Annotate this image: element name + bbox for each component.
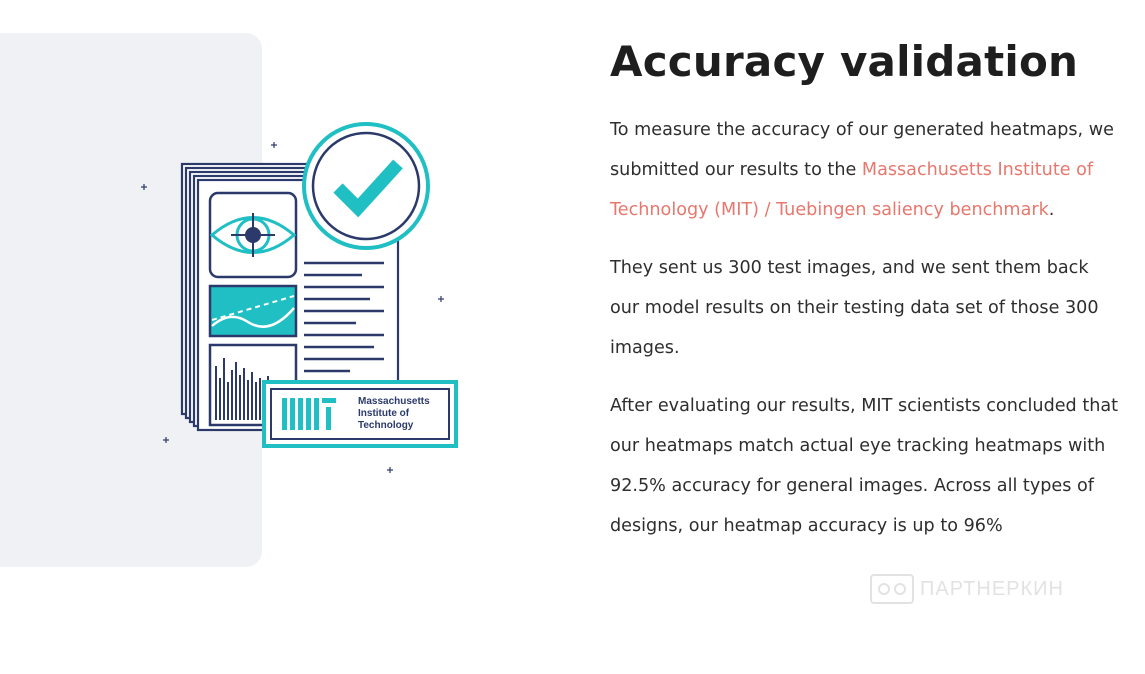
- section-title: Accuracy validation: [610, 37, 1079, 86]
- mit-badge-line-1: Massachusetts: [358, 396, 430, 407]
- mit-badge-line-3: Technology: [358, 420, 414, 431]
- intro-text: To measure the accuracy of our generated heatmaps, we submitted our results to the: [610, 120, 1114, 180]
- paragraph-intro: [610, 110, 1122, 230]
- watermark-text: ПАРТНЕРКИН: [920, 577, 1064, 600]
- line-chart-icon: [210, 286, 296, 336]
- checkmark-icon: [304, 124, 428, 248]
- watermark-logo-icon: [870, 574, 914, 604]
- mit-benchmark-link[interactable]: Massachusetts Institute of Technology (MIT) / Tuebingen saliency benchmark: [610, 160, 1094, 220]
- paragraph-test-images: They sent us 300 test images, and we sent them back our model results on their testing data set of those 300 images.: [610, 258, 1099, 358]
- mit-logo: [264, 382, 456, 446]
- mit-badge-line-2: Institute of: [358, 408, 410, 419]
- accuracy-section: [610, 34, 1130, 546]
- accuracy-illustration: [130, 120, 470, 480]
- paragraph-results: After evaluating our results, MIT scientists concluded that our heatmaps match actual eye tracking heatmaps with 92.5% accuracy for general images. Across all types of designs, our heatmap accuracy is up to 96%: [610, 396, 1119, 536]
- watermark: [870, 574, 1064, 604]
- intro-text-end: .: [1048, 200, 1055, 220]
- eye-icon: [210, 193, 296, 277]
